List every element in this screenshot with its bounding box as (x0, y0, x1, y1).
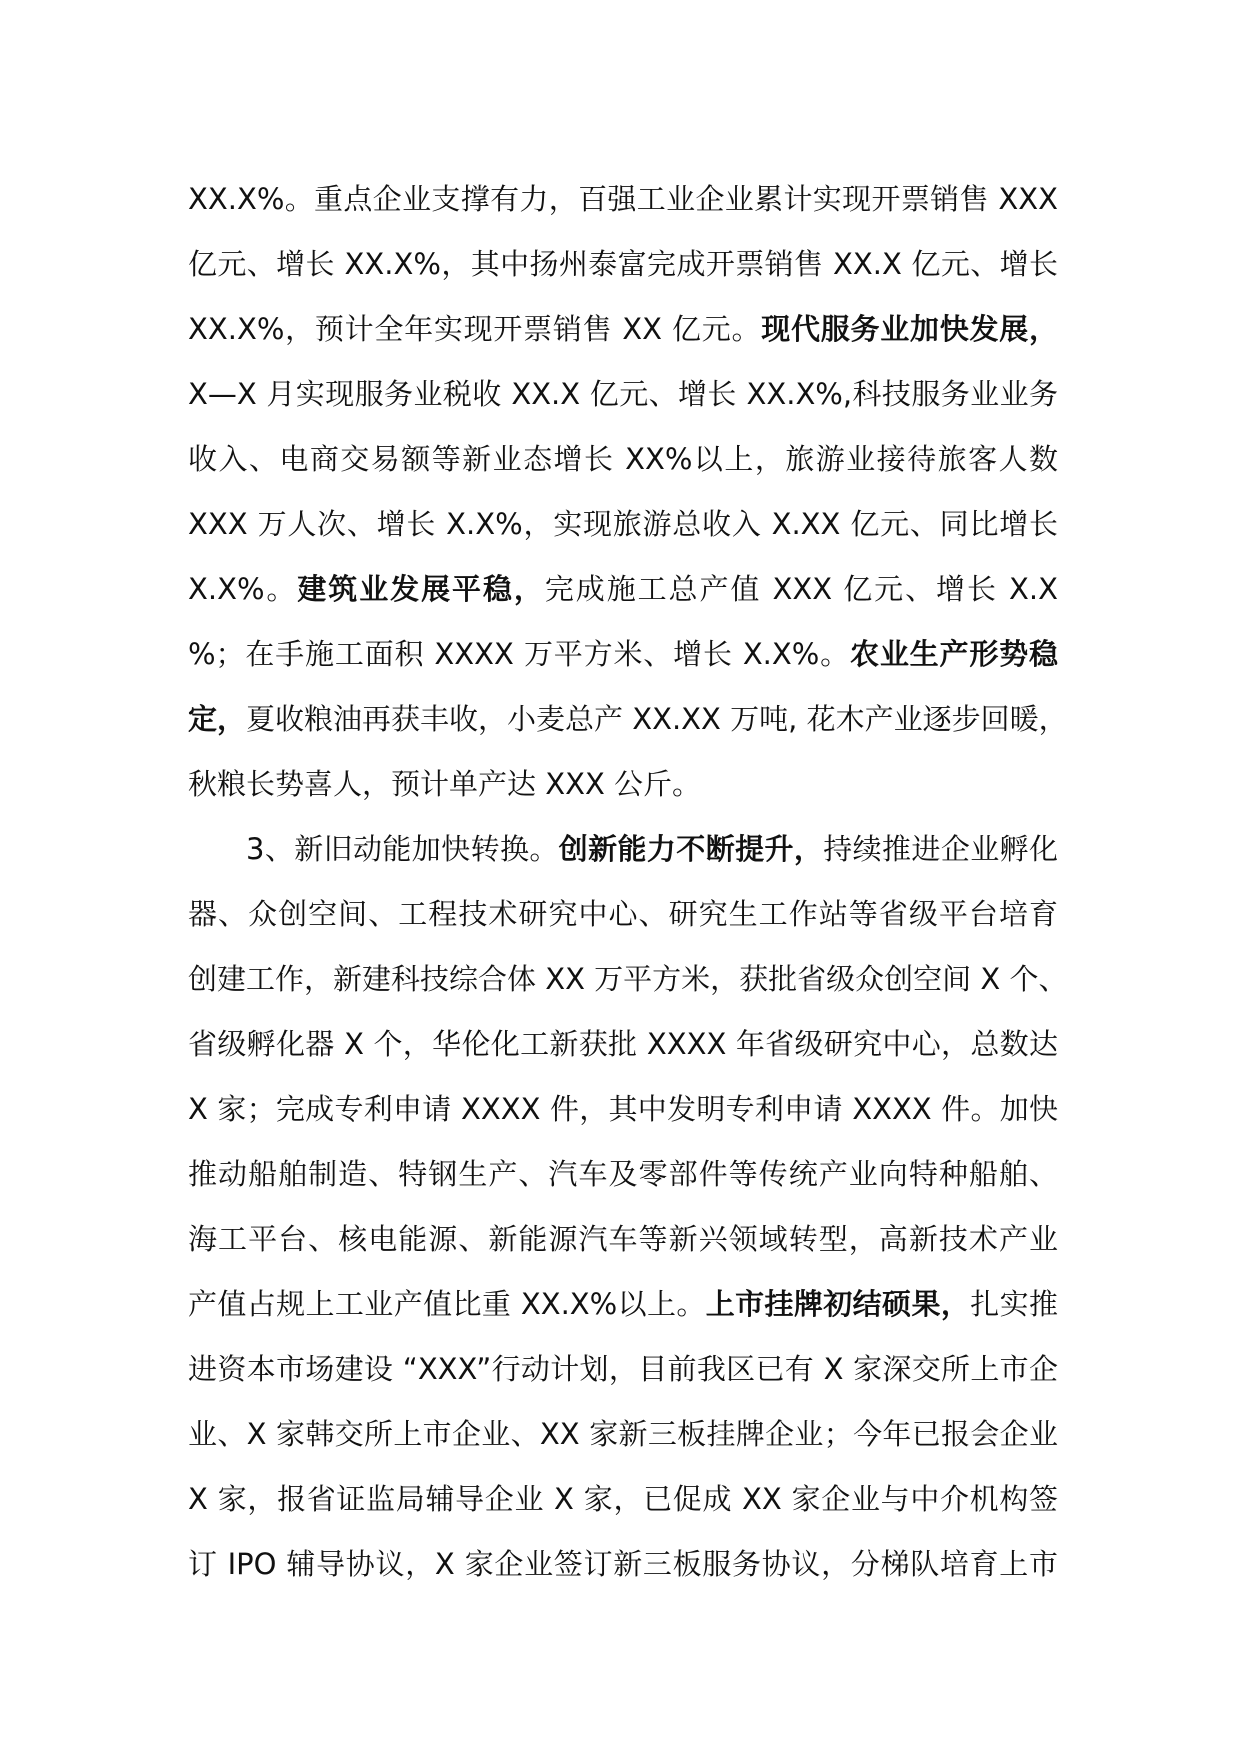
text-line (188, 622, 1058, 687)
body-text (188, 167, 1068, 1597)
text-run: 亿元、增长 XX.X%，其中扬州泰富完成开票销售 XX.X 亿元、增长 (188, 247, 1058, 281)
text-run: X 家；完成专利申请 XXXX 件，其中发明专利申请 XXXX 件。加快 (188, 1092, 1058, 1126)
text-line (188, 492, 1058, 557)
text-run: 业、X 家韩交所上市企业、XX 家新三板挂牌企业；今年已报会企业 (188, 1417, 1058, 1451)
text-run: 3、新旧动能加快转换。 (246, 832, 559, 866)
bold-heading-run: 农业生产形势稳 (850, 637, 1058, 671)
text-line (188, 1077, 1058, 1142)
paragraph-new-drivers (188, 817, 1068, 1597)
text-run: 省级孵化器 X 个，华伦化工新获批 XXXX 年省级研究中心，总数达 (188, 1027, 1058, 1061)
bold-heading-run: 上市挂牌初结硕果， (705, 1287, 971, 1321)
text-line (188, 947, 1068, 1012)
text-line (188, 1402, 1058, 1467)
text-run: 完成施工总产值 XXX 亿元、增长 X.X (544, 572, 1058, 606)
text-run: 扎实推 (970, 1287, 1058, 1321)
text-run: 持续推进企业孵化 (823, 832, 1058, 866)
text-run: X.X%。 (188, 572, 298, 606)
text-run: X 家，报省证监局辅导企业 X 家，已促成 XX 家企业与中介机构签 (188, 1482, 1058, 1516)
text-line (188, 167, 1058, 232)
bold-heading-run: 定， (188, 702, 247, 736)
text-line (188, 232, 1058, 297)
text-run: 产值占规上工业产值比重 XX.X%以上。 (188, 1287, 706, 1321)
text-line (188, 1142, 1058, 1207)
text-line (188, 557, 1058, 622)
text-line (188, 1272, 1058, 1337)
text-run: 收入、电商交易额等新业态增长 XX%以上，旅游业接待旅客人数 (188, 442, 1058, 476)
text-line (188, 1012, 1058, 1077)
bold-heading-run: 现代服务业加快发展， (761, 312, 1058, 346)
paragraph-economy-summary (188, 167, 1068, 817)
text-line (188, 1532, 1058, 1597)
text-line (188, 752, 1058, 817)
text-run: 夏收粮油再获丰收，小麦总产 XX.XX 万吨, 花木产业逐步回暖， (246, 702, 1068, 736)
text-line (188, 882, 1058, 947)
text-run: 推动船舶制造、特钢生产、汽车及零部件等传统产业向特种船舶、 (188, 1157, 1058, 1191)
text-run: 创建工作，新建科技综合体 XX 万平方米，获批省级众创空间 X 个、 (188, 962, 1068, 996)
text-line (188, 687, 1068, 752)
text-run: XX.X%。重点企业支撑有力，百强工业企业累计实现开票销售 XXX (188, 182, 1058, 216)
bold-heading-run: 创新能力不断提升， (558, 832, 824, 866)
text-run: 海工平台、核电能源、新能源汽车等新兴领域转型，高新技术产业 (188, 1222, 1058, 1256)
text-line (188, 817, 1058, 882)
text-line (188, 1207, 1058, 1272)
text-run: 订 IPO 辅导协议，X 家企业签订新三板服务协议，分梯队培育上市 (188, 1547, 1058, 1581)
text-run: %；在手施工面积 XXXX 万平方米、增长 X.X%。 (188, 637, 850, 671)
text-run: XX.X%，预计全年实现开票销售 XX 亿元。 (188, 312, 762, 346)
text-line (188, 297, 1058, 362)
text-run: 进资本市场建设 “XXX”行动计划，目前我区已有 X 家深交所上市企 (188, 1352, 1058, 1386)
text-run: XXX 万人次、增长 X.X%，实现旅游总收入 X.XX 亿元、同比增长 (188, 507, 1058, 541)
text-line (188, 427, 1058, 492)
text-run: 器、众创空间、工程技术研究中心、研究生工作站等省级平台培育 (188, 897, 1058, 931)
text-line (188, 1337, 1058, 1402)
text-line (188, 362, 1058, 427)
text-run: 秋粮长势喜人，预计单产达 XXX 公斤。 (188, 767, 702, 801)
text-run: X—X 月实现服务业税收 XX.X 亿元、增长 XX.X%,科技服务业业务 (188, 377, 1058, 411)
text-line (188, 1467, 1058, 1532)
bold-heading-run: 建筑业发展平稳， (297, 572, 545, 606)
